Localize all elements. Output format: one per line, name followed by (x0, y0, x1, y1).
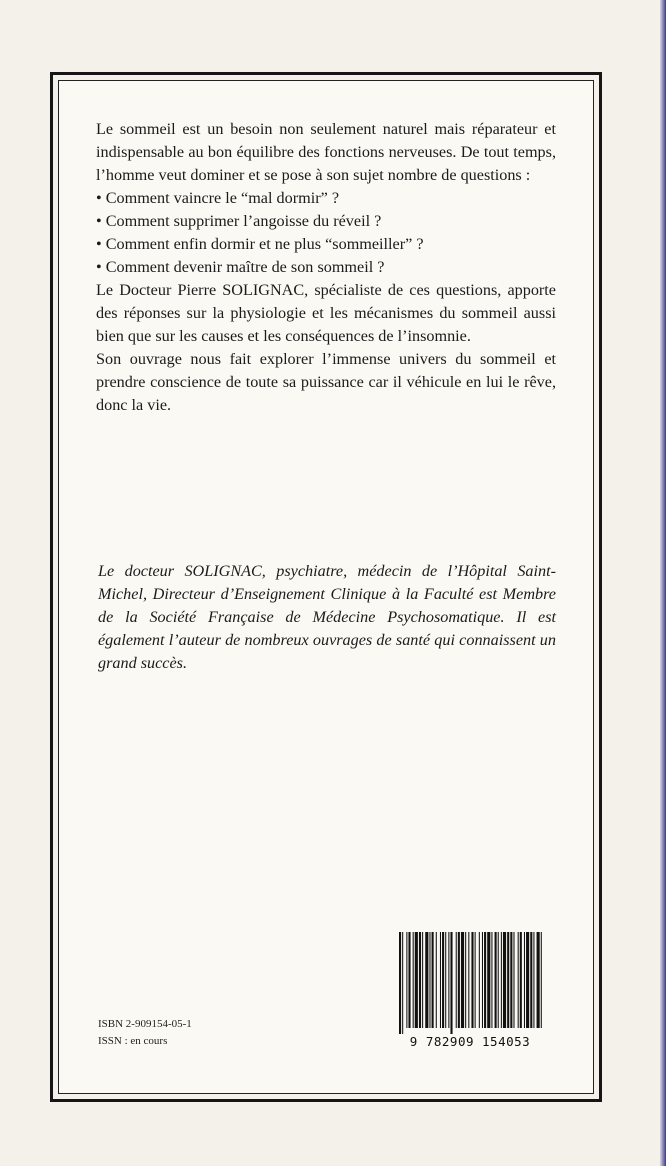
barcode-bar (495, 932, 497, 1028)
barcode-bar (475, 932, 476, 1028)
isbn-block (98, 1016, 192, 1050)
blurb-paragraph-2: Le Docteur Pierre SOLIGNAC, spécialiste de ces questions, apporte des réponses sur la physiologie et les mécanismes du sommeil aussi bien que sur les causes et les conséquences de l’insomnie. (96, 281, 556, 345)
barcode-bar (408, 932, 410, 1028)
question-item: • Comment vaincre le “mal dormir” ? (96, 187, 556, 210)
barcode-bar (526, 932, 529, 1028)
barcode-bar (448, 932, 449, 1028)
barcode-bar (468, 932, 469, 1028)
question-item: • Comment devenir maître de son sommeil ? (96, 256, 556, 279)
author-bio: Le docteur SOLIGNAC, psychiatre, médecin de l’Hôpital Saint-Michel, Directeur d’Enseignement Clinique à la Faculté est Membre de la Société Française de Médecine Psychosomatique. Il est également l’auteur de nombreux ouvrages de santé qui connaissent un grand succès. (98, 562, 556, 673)
barcode-bar (456, 932, 457, 1028)
barcode-bar (507, 932, 509, 1028)
barcode-bars (395, 932, 545, 1034)
barcode-bar (406, 932, 407, 1028)
barcode-bar (413, 932, 414, 1028)
barcode (395, 932, 545, 1054)
barcode-bar (440, 932, 441, 1028)
barcode-bar (513, 932, 514, 1028)
blurb (96, 118, 556, 417)
barcode-bar (530, 932, 532, 1028)
barcode-bar (487, 932, 490, 1028)
barcode-bar (425, 932, 428, 1028)
blurb-paragraph-3: Son ouvrage nous fait explorer l’immense univers du sommeil et prendre conscience de toute sa puissance car il véhicule en lui le rêve, donc la vie. (96, 350, 556, 414)
barcode-bar (458, 932, 460, 1028)
barcode-bar (399, 932, 401, 1034)
barcode-bar (442, 932, 444, 1028)
barcode-bar (465, 932, 466, 1028)
blurb-intro: Le sommeil est un besoin non seulement naturel mais réparateur et indispensable au bon équilibre des fonctions nerveuses. De tout temps, l’homme veut dominer et se pose à son sujet nombre de questions : (96, 120, 556, 184)
barcode-bar (518, 932, 519, 1028)
barcode-bar (520, 932, 522, 1028)
barcode-bar (541, 932, 542, 1028)
barcode-bar (471, 932, 473, 1028)
barcode-bar (445, 932, 446, 1028)
barcode-bar (429, 932, 430, 1028)
spine-edge (660, 0, 666, 1166)
barcode-bar (498, 932, 499, 1028)
question-item: • Comment supprimer l’angoisse du réveil ? (96, 210, 556, 233)
barcode-bar (484, 932, 486, 1028)
barcode-bar (501, 932, 502, 1028)
barcode-bar (537, 932, 540, 1028)
barcode-bar (419, 932, 421, 1028)
barcode-bar (461, 932, 464, 1028)
barcode-bar (432, 932, 434, 1028)
barcode-bar (503, 932, 506, 1028)
barcode-bar (491, 932, 492, 1028)
barcode-bar (402, 932, 403, 1034)
barcode-bar (510, 932, 512, 1028)
barcode-bar (450, 932, 452, 1034)
question-list (96, 187, 556, 279)
barcode-bar (422, 932, 423, 1028)
isbn-number: ISBN 2-909154-05-1 (98, 1018, 192, 1030)
barcode-bar (533, 932, 534, 1028)
barcode-digits: 9 782909 154053 (409, 1034, 531, 1049)
issn-number: ISSN : en cours (98, 1035, 168, 1047)
barcode-bar (482, 932, 483, 1028)
barcode-bar (524, 932, 525, 1028)
question-item: • Comment enfin dormir et ne plus “sommeiller” ? (96, 233, 556, 256)
barcode-bar (479, 932, 480, 1028)
barcode-bar (436, 932, 437, 1028)
barcode-bar (415, 932, 418, 1028)
